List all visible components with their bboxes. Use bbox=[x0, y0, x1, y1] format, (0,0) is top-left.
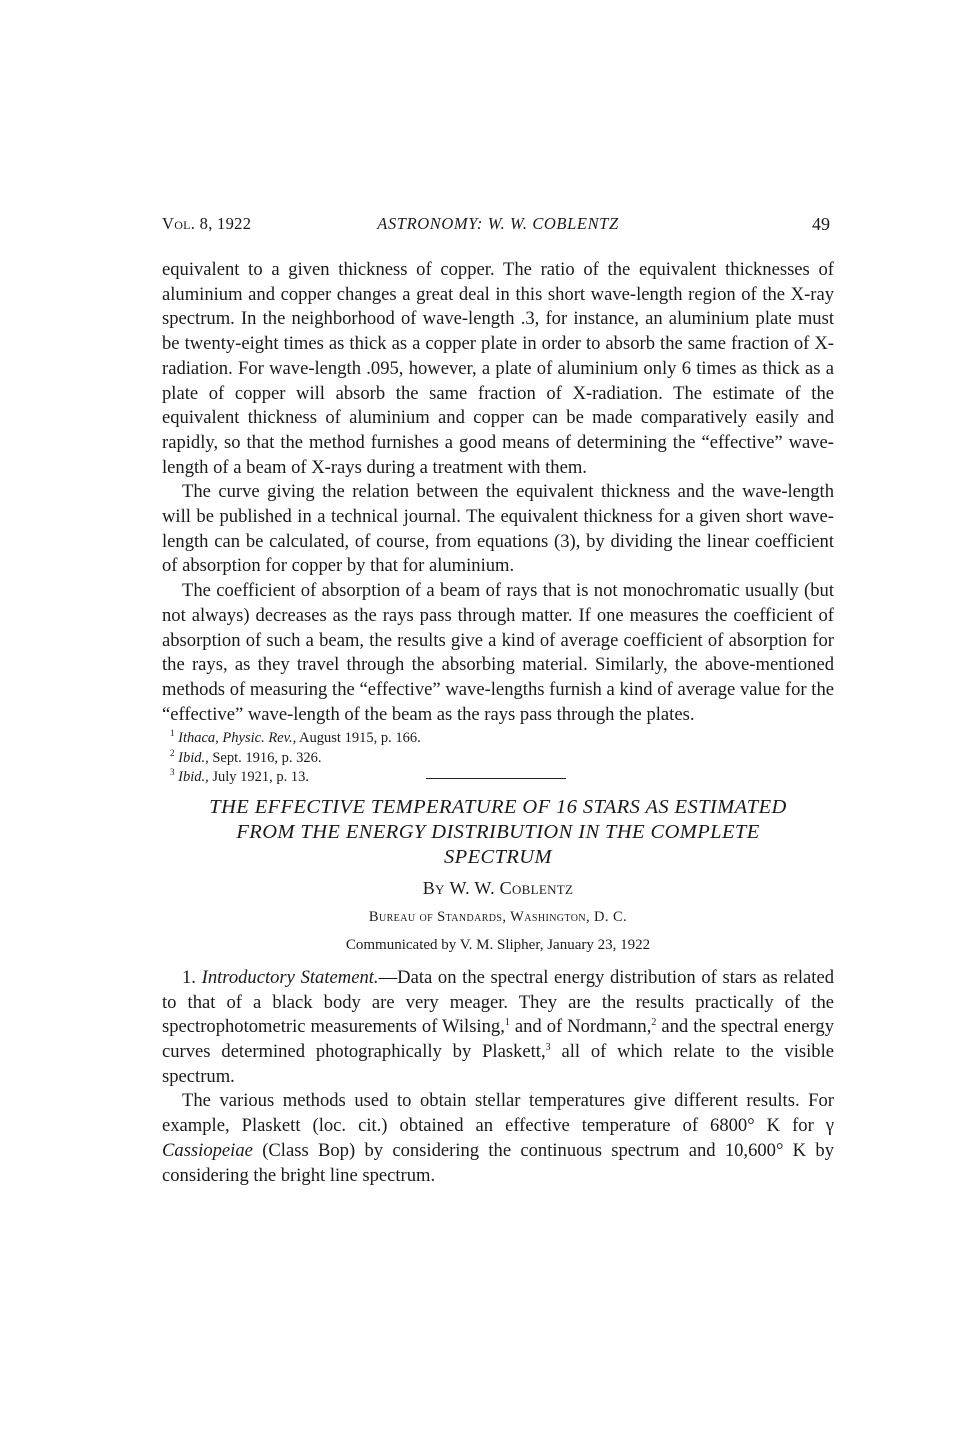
title-line-1: THE EFFECTIVE TEMPERATURE OF 16 STARS AS ESTIMATED bbox=[209, 795, 787, 818]
running-header bbox=[162, 212, 834, 236]
by-label: By bbox=[422, 877, 445, 898]
page-number: 49 bbox=[812, 214, 830, 234]
article-title bbox=[162, 795, 834, 870]
paragraph-3: The coefficient of absorption of a beam of rays that is not monochromatic usually (but not always) decreases as the rays pass through matter. If one measures the coefficient of absorption of such a beam, the results give a kind of average coefficient of absorption for the rays, as they travel through the absorbing material. Similarly, the above-mentioned methods of measuring the “effective” wave-lengths furnish a kind of average value for the “effective” wave-length of the beam as the rays pass through the plates. bbox=[162, 580, 834, 725]
affiliation: Bureau of Standards, Washington, D. C. bbox=[368, 908, 628, 925]
paragraph-2: The curve giving the relation between the equivalent thickness and the wave-length will be published in a technical journal. The equivalent thickness for a given short wave-length can be calculated, of course, from equations (3), by dividing the linear coefficient of absorption for copper by that for aluminium. bbox=[162, 481, 834, 577]
volume-label: Vol. 8, 1922 bbox=[162, 214, 252, 233]
running-title: ASTRONOMY: W. W. COBLENTZ bbox=[377, 214, 619, 233]
footnote-ref-1: 1 bbox=[504, 1017, 510, 1029]
title-line-3: SPECTRUM bbox=[444, 845, 552, 868]
footnote-1: $^1$ Ithaca, Physic. Rev., August 1915, p. 166. bbox=[170, 728, 421, 747]
byline bbox=[162, 876, 834, 901]
section-heading: Introductory Statement. bbox=[201, 966, 379, 988]
star-name: Cassiopeiae bbox=[162, 1139, 253, 1161]
communicated-by: Communicated by V. M. Slipher, January 23, 1922 bbox=[345, 937, 651, 954]
footnote-2: $^2$ Ibid., Sept. 1916, p. 326. bbox=[170, 748, 322, 766]
section-divider bbox=[426, 778, 566, 779]
footnote-ref-2: 2 bbox=[651, 1017, 657, 1029]
journal-page bbox=[162, 212, 834, 1188]
paragraph-introductory: 1. Introductory Statement.—Data on the spectral energy distribution of stars as related to that of a black body are very meager. They are the results practically of the spectrophotometric measurements of Wilsing,$^1$ and of Nordmann,$^2$ and the spectral energy curves determined photographically by Plaskett,$^3$ all of which relate to the visible spectrum. bbox=[162, 966, 834, 1087]
gamma-symbol: γ bbox=[825, 1115, 834, 1137]
footnotes bbox=[162, 729, 834, 788]
title-line-2: FROM THE ENERGY DISTRIBUTION IN THE COMPLETE bbox=[236, 820, 760, 843]
author-name: W. W. Coblentz bbox=[449, 877, 574, 898]
section-number: 1. bbox=[182, 966, 196, 988]
footnote-ref-3: 3 bbox=[545, 1041, 551, 1053]
footnote-3: $^3$ Ibid., July 1921, p. 13. bbox=[170, 767, 310, 786]
paragraph-1: equivalent to a given thickness of copper. The ratio of the equivalent thicknesses of aluminium and copper changes a great deal in this short wave-length region of the X-ray spectrum. In the neighborhood of wave-length .3, for instance, an aluminium plate must be twenty-eight times as thick as a copper plate in order to absorb the same fraction of X-radiation. For wave-length .095, however, a plate of aluminium only 6 times as thick as a plate of copper will absorb the same fraction of X-radiation. The estimate of the equivalent thickness of aluminium and copper can be made comparatively easily and rapidly, so that the method furnishes a good means of determining the “effective” wave-length of a beam of X-rays during a treatment with them. bbox=[162, 259, 834, 478]
paragraph-methods: The various methods used to obtain stellar temperatures give different results. For example, Plaskett (loc. cit.) obtained an effective temperature of 6800° K for γ Cassiopeiae (Class Bop) by considering the continuous spectrum and 10,600° K by considering the bright line spectrum. bbox=[162, 1090, 834, 1186]
